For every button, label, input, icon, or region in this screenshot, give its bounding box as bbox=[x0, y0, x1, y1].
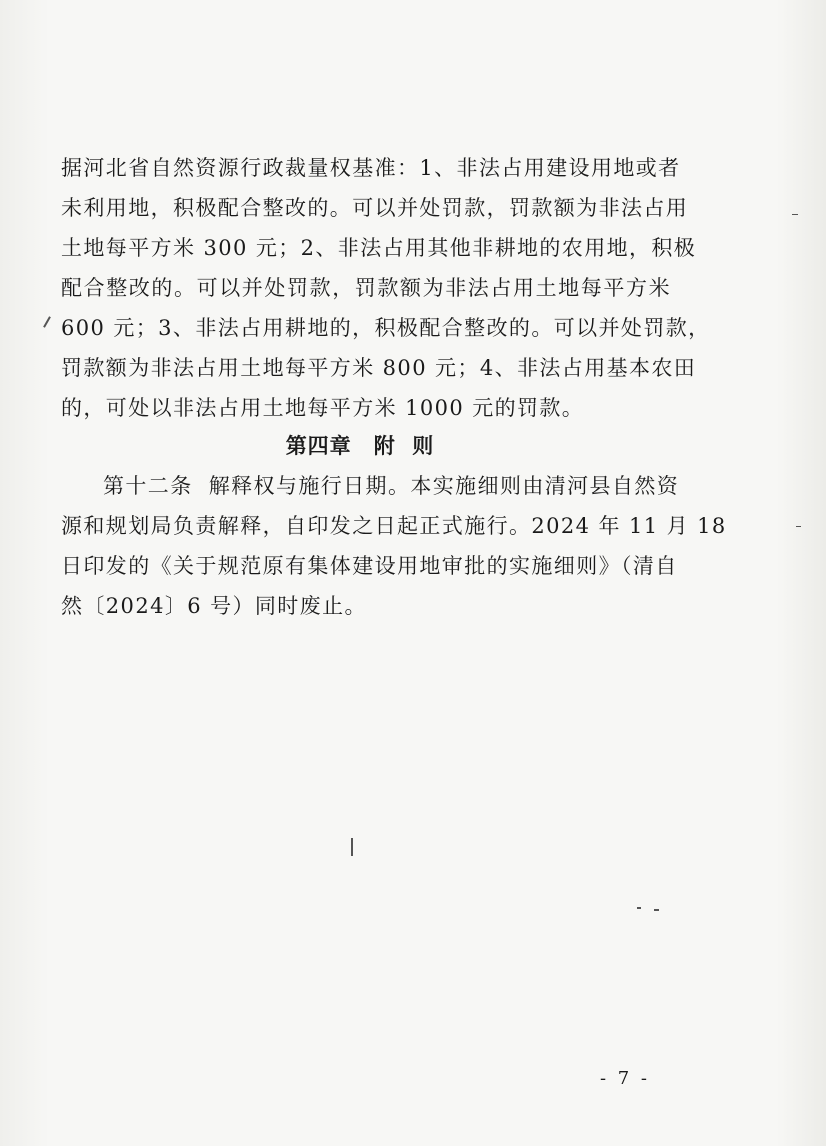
paragraph-line: 的，可处以非法占用土地每平方米 1000 元的罚款。 bbox=[61, 396, 585, 420]
paragraph-line: 土地每平方米 300 元；2、非法占用其他非耕地的农用地，积极 bbox=[61, 236, 697, 260]
scan-mark bbox=[654, 909, 659, 911]
scan-mark bbox=[637, 907, 641, 909]
paragraph-line: 未利用地，积极配合整改的。可以并处罚款，罚款额为非法占用 bbox=[61, 196, 689, 220]
paragraph-line: 然〔2024〕6 号）同时废止。 bbox=[61, 594, 367, 618]
paragraph-line: 罚款额为非法占用土地每平方米 800 元；4、非法占用基本农田 bbox=[61, 356, 697, 380]
scan-mark bbox=[792, 214, 798, 215]
scan-mark bbox=[796, 526, 801, 527]
paragraph-line: 配合整改的。可以并处罚款，罚款额为非法占用土地每平方米 bbox=[61, 276, 671, 300]
paragraph-line: 第十二条 解释权与施行日期。本实施细则由清河县自然资 bbox=[103, 474, 680, 498]
chapter-number: 第四章 bbox=[285, 434, 352, 458]
paragraph-article-12 bbox=[61, 466, 727, 626]
paragraph-line: 源和规划局负责解释，自印发之日起正式施行。2024 年 11 月 18 bbox=[61, 514, 727, 538]
paragraph-line: 日印发的《关于规范原有集体建设用地审批的实施细则》（清自 bbox=[61, 554, 678, 578]
paragraph-line: 据河北省自然资源行政裁量权基准：1、非法占用建设用地或者 bbox=[61, 156, 681, 180]
paragraph-line: 600 元；3、非法占用耕地的，积极配合整改的。可以并处罚款， bbox=[61, 316, 711, 340]
scan-mark bbox=[43, 316, 51, 327]
paragraph-land-penalty-standards bbox=[61, 148, 711, 438]
chapter-heading bbox=[0, 428, 720, 464]
page-number: - 7 - bbox=[599, 1068, 650, 1089]
chapter-title-text: 附 则 bbox=[373, 434, 435, 458]
scan-mark bbox=[351, 838, 353, 856]
